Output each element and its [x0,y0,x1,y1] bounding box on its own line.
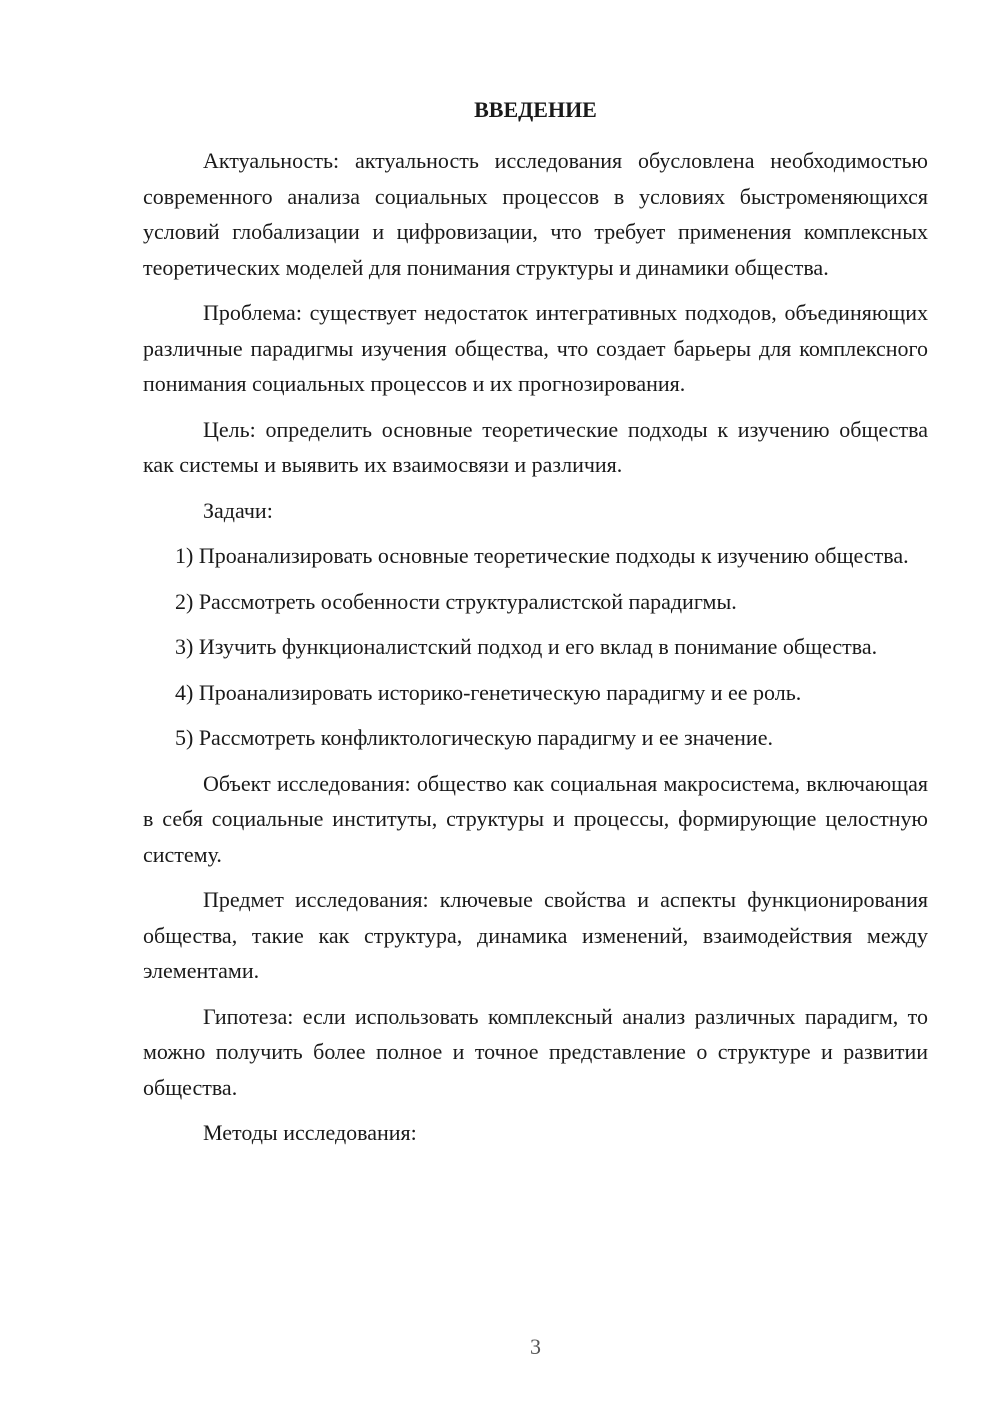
list-item: 1) Проанализировать основные теоретические подходы к изучению общества. [175,543,909,568]
section-title: ВВЕДЕНИЕ [474,97,597,122]
paragraph-tasks-heading: Задачи: [203,497,273,523]
document-page [143,0,928,1414]
page-number: 3 [530,1334,541,1359]
paragraph-hypothesis: Гипотеза: если использовать комплексный анализ различных парадигм, то можно получить более полное и точное представление о структуре и развитии общества. [143,1003,928,1100]
paragraph-problem: Проблема: существует недостаток интегративных подходов, объединяющих различные парадигмы изучения общества, что создает барьеры для комплексного понимания социальных процессов и их прогнозирования. [143,300,928,396]
paragraph-relevance: Актуальность: актуальность исследования обусловлена необходимостью современного анализа социальных процессов в условиях быстроменяющихся условий глобализации и цифровизации, что требует применения комплексных теоретических моделей для понимания структуры и динамики общества. [143,148,928,280]
paragraph-subject: Предмет исследования: ключевые свойства и аспекты функционирования общества, такие как структура, динамика изменений, взаимодействия между элементами. [143,887,928,983]
list-item: 4) Проанализировать историко-генетическую парадигму и ее роль. [175,679,802,705]
paragraph-methods: Методы исследования: [203,1120,417,1145]
list-item: 3) Изучить функционалистский подход и его вклад в понимание общества. [175,634,878,659]
list-item: 2) Рассмотреть особенности структуралистской парадигмы. [175,588,737,614]
list-item: 5) Рассмотреть конфликтологическую парадигму и ее значение. [175,725,773,750]
paragraph-goal: Цель: определить основные теоретические подходы к изучению общества как системы и выявить их взаимосвязи и различия. [143,416,928,477]
document-body [143,143,928,1161]
paragraph-object: Объект исследования: общество как социальная макросистема, включающая в себя социальные институты, структуры и процессы, формирующие целостную систему. [143,770,928,867]
